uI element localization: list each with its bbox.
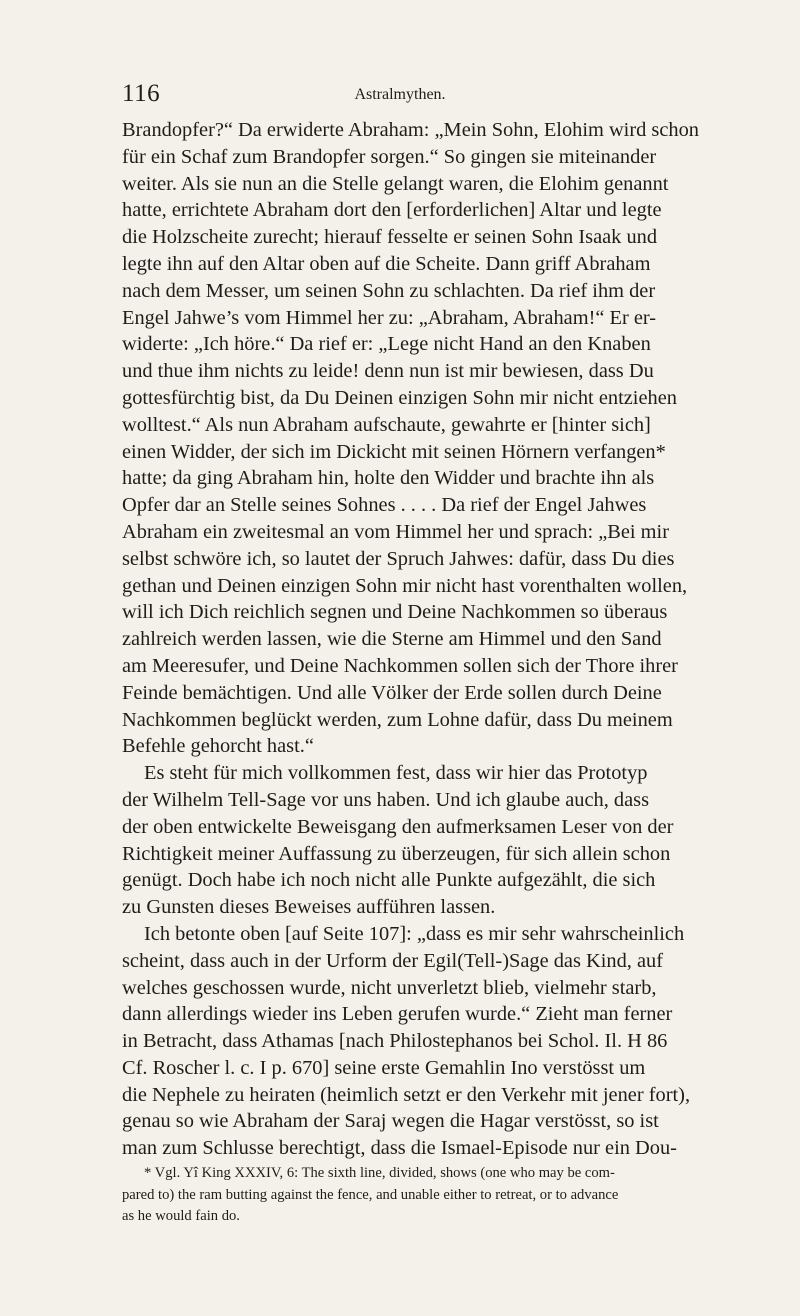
text-line: für ein Schaf zum Brandopfer sorgen.“ So gingen sie miteinander — [122, 145, 657, 168]
text-line: widerte: „Ich höre.“ Da rief er: „Lege nicht Hand an den Knaben — [122, 333, 651, 356]
text-line: die Holzscheite zurecht; hierauf fesselte er seinen Sohn Isaak und — [122, 226, 658, 249]
body-text — [122, 117, 730, 1162]
footnote-line: as he would fain do. — [122, 1208, 240, 1224]
text-line: zahlreich werden lassen, wie die Sterne am Himmel und den Sand — [122, 628, 662, 651]
text-line: zu Gunsten dieses Beweises aufführen lassen. — [122, 896, 496, 919]
text-line: die Nephele zu heiraten (heimlich setzt er den Verkehr mit jener fort), — [122, 1083, 691, 1106]
footnote — [122, 1163, 730, 1228]
running-head: Astralmythen. — [354, 86, 446, 103]
text-line: am Meeresufer, und Deine Nachkommen sollen sich der Thore ihrer — [122, 654, 678, 677]
text-line: Nachkommen beglückt werden, zum Lohne dafür, dass Du meinem — [122, 708, 673, 731]
text-line: scheint, dass auch in der Urform der Egil(Tell-)Sage das Kind, auf — [122, 949, 664, 972]
text-line: weiter. Als sie nun an die Stelle gelangt waren, die Elohim genannt — [122, 172, 669, 195]
text-line: und thue ihm nichts zu leide! denn nun ist mir bewiesen, dass Du — [122, 360, 654, 383]
text-line: welches geschossen wurde, nicht unverletzt blieb, vielmehr starb, — [122, 976, 657, 999]
text-line: selbst schwöre ich, so lautet der Spruch Jahwes: dafür, dass Du dies — [122, 547, 675, 570]
text-line: dann allerdings wieder ins Leben gerufen wurde.“ Zieht man ferner — [122, 1003, 673, 1026]
footnote-line: pared to) the ram butting against the fence, and unable either to retreat, or to advance — [122, 1186, 619, 1203]
text-line: Befehle gehorcht hast.“ — [122, 735, 314, 758]
text-line: genau so wie Abraham der Saraj wegen die Hagar verstösst, so ist — [122, 1110, 659, 1133]
text-line: Abraham ein zweitesmal an vom Himmel her und sprach: „Bei mir — [122, 520, 669, 543]
text-line: der Wilhelm Tell-Sage vor uns haben. Und ich glaube auch, dass — [122, 788, 650, 811]
text-line: genügt. Doch habe ich noch nicht alle Punkte aufgezählt, die sich — [122, 869, 656, 892]
text-line: hatte, errichtete Abraham dort den [erforderlichen] Altar und legte — [122, 199, 662, 222]
text-line: der oben entwickelte Beweisgang den aufmerksamen Leser von der — [122, 815, 674, 838]
text-line: wolltest.“ Als nun Abraham aufschaute, gewahrte er [hinter sich] — [122, 413, 651, 436]
text-line: Feinde bemächtigen. Und alle Völker der Erde sollen durch Deine — [122, 681, 662, 704]
text-line: gottesfürchtig bist, da Du Deinen einzigen Sohn mir nicht entziehen — [122, 386, 677, 409]
text-line: Es steht für mich vollkommen fest, dass wir hier das Prototyp — [144, 762, 648, 785]
text-line: legte ihn auf den Altar oben auf die Scheite. Dann griff Abraham — [122, 252, 651, 275]
text-line: Brandopfer?“ Da erwiderte Abraham: „Mein Sohn, Elohim wird schon — [122, 119, 700, 141]
text-line: Cf. Roscher l. c. I p. 670] seine erste Gemahlin Ino verstösst um — [122, 1056, 646, 1079]
text-line: man zum Schlusse berechtigt, dass die Ismael-Episode nur ein Dou- — [122, 1137, 677, 1160]
text-line: Richtigkeit meiner Auffassung zu überzeugen, für sich allein schon — [122, 842, 671, 865]
page-number: 116 — [122, 80, 161, 107]
text-line: gethan und Deinen einzigen Sohn mir nicht hast vorenthalten wollen, — [122, 574, 688, 597]
text-line: Opfer dar an Stelle seines Sohnes . . . . Da rief der Engel Jahwes — [122, 494, 647, 517]
footnote-line: * Vgl. Yî King XXXIV, 6: The sixth line, divided, shows (one who may be com- — [144, 1165, 615, 1181]
text-line: nach dem Messer, um seinen Sohn zu schlachten. Da rief ihm der — [122, 279, 656, 302]
text-line: einen Widder, der sich im Dickicht mit seinen Hörnern verfangen* — [122, 440, 666, 463]
text-line: will ich Dich reichlich segnen und Deine Nachkommen so überaus — [122, 601, 668, 624]
text-line: hatte; da ging Abraham hin, holte den Widder und brachte ihn als — [122, 467, 655, 490]
text-line: in Betracht, dass Athamas [nach Philostephanos bei Schol. Il. H 86 — [122, 1030, 668, 1053]
text-line: Ich betonte oben [auf Seite 107]: „dass es mir sehr wahrscheinlich — [144, 922, 685, 945]
text-line: Engel Jahwe’s vom Himmel her zu: „Abraham, Abraham!“ Er er- — [122, 306, 657, 329]
